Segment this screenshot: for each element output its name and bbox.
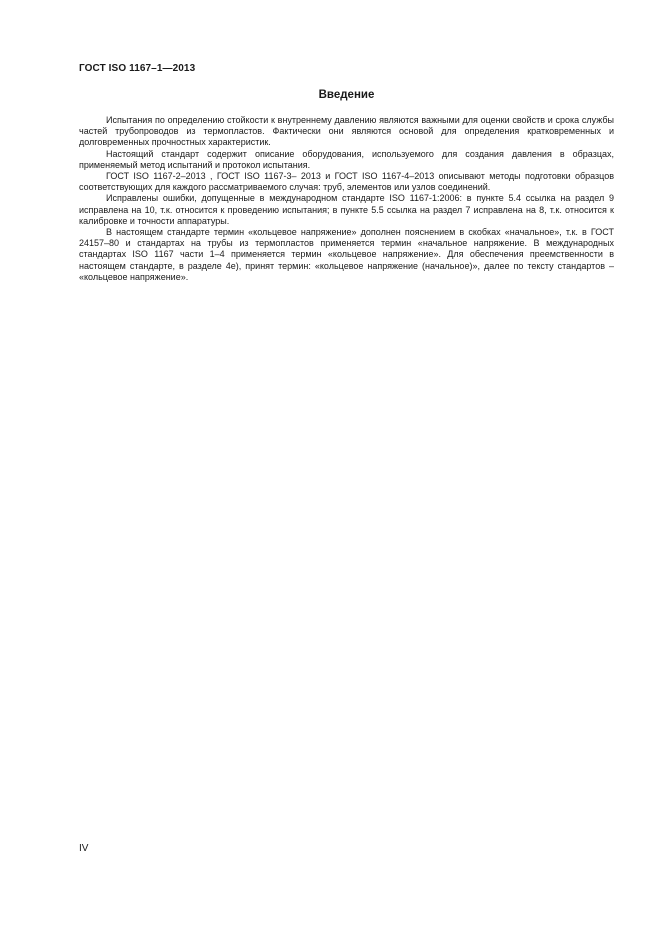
- paragraph: Настоящий стандарт содержит описание оборудования, используемого для создания давления в образцах, применяемый метод испытаний и протокол испытания.: [79, 148, 614, 170]
- paragraph: ГОСТ ISO 1167-2–2013 , ГОСТ ISO 1167-3– 2013 и ГОСТ ISO 1167-4–2013 описывают методы подготовки образцов соответствующих для каждого рассматриваемого случая: труб, элементов или узлов соединений.: [79, 171, 614, 193]
- paragraph: Исправлены ошибки, допущенные в международном стандарте ISO 1167-1:2006: в пункте 5.4 ссылка на раздел 9 исправлена на 10, т.к. относится к проведению испытания; в пункте 5.5 ссылка на раздел 7 исправлена на 8, т.к. относится к калибровке и точности аппаратуры.: [79, 193, 614, 226]
- document-header: ГОСТ ISO 1167–1—2013: [79, 63, 196, 74]
- section-title: Введение: [318, 89, 375, 101]
- paragraph: Испытания по определению стойкости к внутреннему давлению являются важными для оценки свойств и срока службы частей трубопроводов из термопластов. Фактически они являются основой для определения кратковременных и долговременных прочностных характеристик.: [79, 115, 614, 148]
- body-text: [79, 115, 614, 283]
- page-number: IV: [79, 843, 89, 854]
- paragraph: В настоящем стандарте термин «кольцевое напряжение» дополнен пояснением в скобках «начальное», т.к. в ГОСТ 24157–80 и стандартах на трубы из термопластов применяется термин «начальное напряжение. В международных стандартах ISO 1167 части 1–4 применяется термин «кольцевое напряжение». Для обеспечения преемственности в настоящем стандарте, в разделе 4е), принят термин: «кольцевое напряжение (начальное)», далее по тексту стандартов – «кольцевое напряжение».: [79, 227, 614, 282]
